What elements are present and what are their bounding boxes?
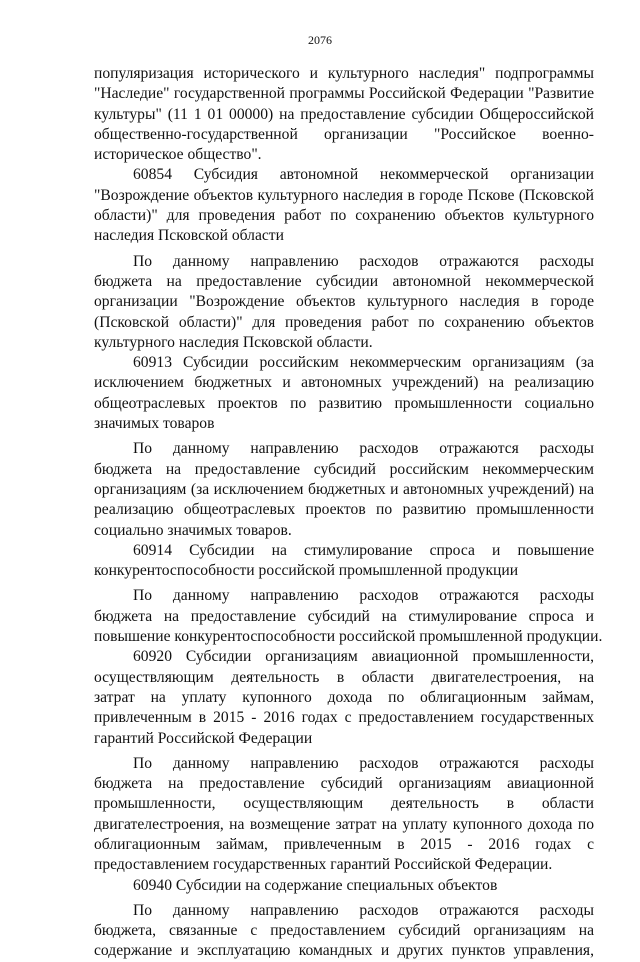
- paragraph-line: "Наследие" государственной программы Российской Федерации "Развитие: [94, 85, 594, 103]
- paragraph-line: 60854 Субсидия автономной некоммерческой организации: [133, 166, 594, 184]
- paragraph-line: бюджета, связанные с предоставлением субсидий организациям на: [94, 922, 594, 940]
- paragraph: [94, 353, 594, 434]
- paragraph-line: значимых товаров: [94, 415, 215, 433]
- paragraph-line: бюджета на предоставление субсидий организациям авиационной: [94, 775, 594, 793]
- paragraph-line: По данному направлению расходов отражаются расходы: [133, 252, 594, 270]
- paragraph-line: бюджета на предоставление субсидий российским некоммерческим: [94, 460, 594, 478]
- paragraph-line: повышение конкурентоспособности российской промышленной продукции.: [94, 628, 603, 646]
- paragraph-line: гарантий Российской Федерации: [94, 729, 313, 747]
- paragraph-line: 60940 Субсидии на содержание специальных объектов: [133, 876, 498, 894]
- paragraph-line: привлеченным в 2015 - 2016 годах с предоставлением государственных: [94, 709, 594, 727]
- document-body: [94, 64, 603, 962]
- paragraph-line: организации "Возрождение объектов культурного наследия в городе: [94, 293, 594, 311]
- paragraph-line: предоставлением государственных гарантий Российской Федерации.: [94, 856, 553, 874]
- paragraph-line: (Псковской области)" для проведения работ по сохранению объектов: [94, 313, 594, 331]
- paragraph-line: осуществляющим деятельность в области двигателестроения, на: [94, 668, 594, 686]
- paragraph: [94, 876, 594, 896]
- paragraph-line: По данному направлению расходов отражаются расходы: [133, 440, 594, 458]
- paragraph-line: облигационным займам, привлеченным в 2015 - 2016 годах с: [94, 835, 594, 853]
- paragraph-line: По данному направлению расходов отражаются расходы: [133, 754, 594, 772]
- paragraph-line: По данному направлению расходов отражаются расходы: [133, 587, 594, 605]
- paragraph: [94, 647, 594, 748]
- paragraph: [94, 252, 594, 353]
- page-number: 2076: [308, 33, 332, 47]
- paragraph-line: двигателестроения, на возмещение затрат на уплату купонного дохода по: [94, 815, 594, 833]
- paragraph-line: 60913 Субсидии российским некоммерческим организациям (за: [133, 354, 594, 372]
- paragraph-line: культуры" (11 1 01 00000) на предоставление субсидии Общероссийской: [94, 105, 594, 123]
- paragraph-line: затрат на уплату купонного дохода по облигационным займам,: [94, 688, 594, 706]
- paragraph: [94, 586, 603, 647]
- paragraph-line: общеотраслевых проектов по развитию промышленности социально: [94, 394, 594, 412]
- paragraph-line: "Возрождение объектов культурного наследия в городе Пскове (Псковской: [94, 186, 594, 204]
- paragraph: [94, 439, 594, 540]
- paragraph: [94, 754, 594, 876]
- paragraph-line: историческое общество".: [94, 146, 262, 164]
- paragraph-line: общественно-государственной организации "Российское военно-: [94, 125, 594, 143]
- paragraph-line: конкурентоспособности российской промышленной продукции: [94, 562, 519, 580]
- paragraph-line: социально значимых товаров.: [94, 521, 292, 539]
- paragraph-line: наследия Псковской области: [94, 227, 284, 245]
- paragraph-line: популяризация исторического и культурного наследия" подпрограммы: [94, 65, 594, 82]
- paragraph-line: содержание и эксплуатацию командных и других пунктов управления,: [94, 942, 594, 960]
- paragraph-line: области)" для проведения работ по сохранению объектов культурного: [94, 207, 594, 225]
- paragraph-line: промышленности, осуществляющим деятельность в области: [94, 795, 594, 813]
- paragraph-line: По данному направлению расходов отражаются расходы: [133, 901, 594, 919]
- paragraph-line: 60920 Субсидии организациям авиационной промышленности,: [133, 648, 594, 666]
- paragraph-line: реализацию общеотраслевых проектов по развитию промышленности: [94, 501, 594, 519]
- paragraph-line: бюджета на предоставление субсидии автономной некоммерческой: [94, 272, 594, 290]
- paragraph: [94, 64, 594, 165]
- paragraph-line: культурного наследия Псковской области.: [94, 333, 373, 351]
- paragraph: [94, 165, 594, 246]
- paragraph: [94, 901, 594, 962]
- paragraph-line: 60914 Субсидии на стимулирование спроса и повышение: [133, 541, 594, 559]
- paragraph-line: бюджета на предоставление субсидий на стимулирование спроса и: [94, 607, 594, 625]
- paragraph-line: исключением бюджетных и автономных учреждений) на реализацию: [94, 374, 594, 392]
- paragraph-line: организациям (за исключением бюджетных и автономных учреждений) на: [94, 480, 594, 498]
- paragraph: [94, 541, 594, 582]
